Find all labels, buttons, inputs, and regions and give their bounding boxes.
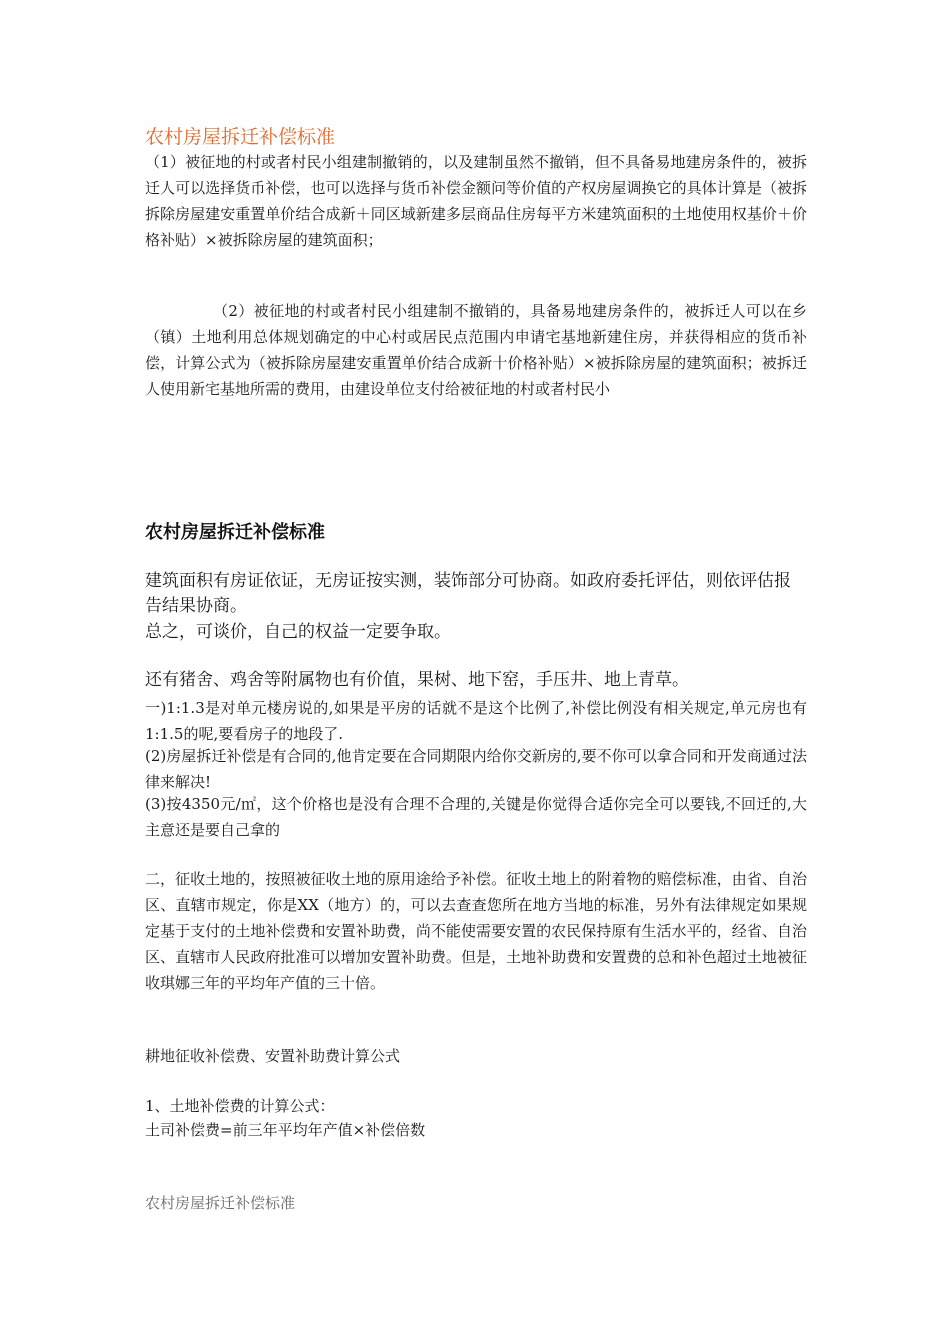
paragraph-price: (3)按4350元/㎡，这个价格也是没有合理不合理的,关键是你觉得合适你完全可以要钱,不回迁的,大主意还是要自己拿的 xyxy=(145,795,807,839)
paragraph-building-area: 建筑面积有房证依证，无房证按实测，装饰部分可协商。如政府委托评估，则依评估报告结果协商。 xyxy=(145,571,791,616)
paragraph-compensation-1: （1）被征地的村或者村民小组建制撤销的，以及建制虽然不撤销，但不具备易地建房条件的，被拆迁人可以选择货币补偿，也可以选择与货币补偿金额问等价值的产权房屋调换它的具体计算是（被拆拆除房屋建安重置单价结合成新＋同区域新建多层商品住房每平方米建筑面积的土地使用权基价＋价格补贴）×被拆除房屋的建筑面积； xyxy=(145,153,807,249)
paragraph-formula: 土司补偿费=前三年平均年产值×补偿倍数 xyxy=(145,1121,426,1139)
paragraph-compensation-2: （2）被征地的村或者村民小组建制不撤销的，具备易地建房条件的，被拆迁人可以在乡（镇）土地利用总体规划确定的中心村或居民点范围内申请宅基地新建住房，并获得相应的货币补偿，计算公式为（被拆除房屋建安重置单价结合成新十价格补贴）×被拆除房屋的建筑面积；被拆迁人使用新宅基地所需的费用，由建设单位支付给被征地的村或者村民小 xyxy=(145,302,807,398)
paragraph-formula-heading: 耕地征收补偿费、安置补助费计算公式 xyxy=(145,1047,401,1065)
paragraph-negotiate: 总之，可谈价，自己的权益一定要争取。 xyxy=(145,622,451,642)
paragraph-ratio: 一)1:1.3是对单元楼房说的,如果是平房的话就不是这个比例了,补偿比例没有相关规定,单元房也有1:1.5的呢,要看房子的地段了. xyxy=(145,699,807,743)
paragraph-land-expropriation: 二，征收土地的，按照被征收土地的原用途给予补偿。征收土地上的附着物的赔偿标准，由省、自治区、直辖市规定，你是XX（地方）的，可以去查查您所在地方当地的标准，另外有法律规定如果规定基于支付的土地补偿费和安置补助费，尚不能使需要安置的农民保持原有生活水平的，经省、自治区、直辖市人民政府批准可以增加安置补助费。但是，土地补助费和安置费的总和补色超过土地被征收琪娜三年的平均年产值的三十倍。 xyxy=(145,870,807,992)
paragraph-attachments: 还有猪舍、鸡舍等附属物也有价值，果树、地下窑，手压井、地上青草。 xyxy=(145,670,689,690)
section-title-orange: 农村房屋拆迁补偿标准 xyxy=(145,126,336,148)
footer-title: 农村房屋拆迁补偿标准 xyxy=(145,1194,296,1212)
paragraph-formula-item: 1、土地补偿费的计算公式： xyxy=(145,1097,335,1115)
paragraph-contract: (2)房屋拆迁补偿是有合同的,他肯定要在合同期限内给你交新房的,要不你可以拿合同和开发商通过法律来解决! xyxy=(145,747,807,791)
section-title-bold: 农村房屋拆迁补偿标准 xyxy=(145,522,325,543)
